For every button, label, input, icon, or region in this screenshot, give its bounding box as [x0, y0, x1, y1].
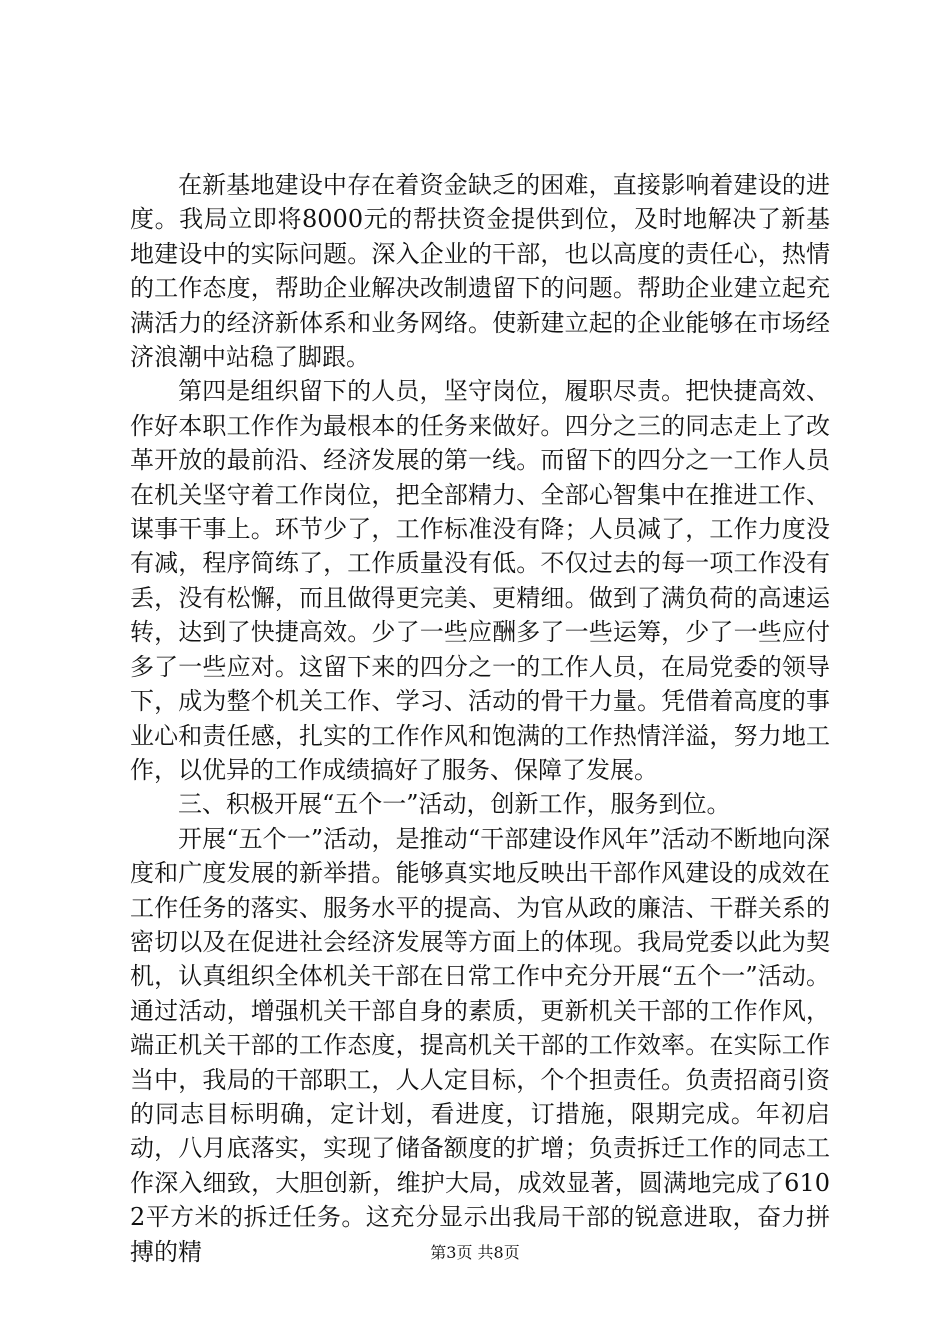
- document-body: [130, 168, 830, 1269]
- section-heading-five-ones: 三、积极开展“五个一”活动，创新工作，服务到位。: [178, 790, 731, 819]
- paragraph-funding: 在新基地建设中存在着资金缺乏的困难，直接影响着建设的进度。我局立即将8000元的帮扶资金提供到位，及时地解决了新基地建设中的实际问题。深入企业的干部，也以高度的责任心，热情的工作态度，帮助企业解决改制遗留下的问题。帮助企业建立起充满活力的经济新体系和业务网络。使新建立起的企业能够在市场经济浪潮中站稳了脚跟。: [130, 171, 830, 372]
- paragraph-five-ones-activity: 开展“五个一”活动，是推动“干部建设作风年”活动不断地向深度和广度发展的新举措。能够真实地反映出干部作风建设的成效在工作任务的落实、服务水平的提高、为官从政的廉洁、干群关系的密切以及在促进社会经济发展等方面上的体现。我局党委以此为契机，认真组织全体机关干部在日常工作中充分开展“五个一”活动。通过活动，增强机关干部自身的素质，更新机关干部的工作作风，端正机关干部的工作态度，提高机关干部的工作效率。在实际工作当中，我局的干部职工，人人定目标，个个担责任。负责招商引资的同志目标明确，定计划，看进度，订措施，限期完成。年初启动，八月底落实，实现了储备额度的扩增；负责拆迁工作的同志工作深入细致，大胆创新，维护大局，成效显著，圆满地完成了6102平方米的拆迁任务。这充分显示出我局干部的锐意进取，奋力拼搏的精: [130, 824, 830, 1266]
- paragraph-remaining-staff: 第四是组织留下的人员，坚守岗位，履职尽责。把快捷高效、作好本职工作作为最根本的任务来做好。四分之三的同志走上了改革开放的最前沿、经济发展的第一线。而留下的四分之一工作人员在机关坚守着工作岗位，把全部精力、全部心智集中在推进工作、谋事干事上。环节少了，工作标准没有降；人员减了，工作力度没有减，程序简练了，工作质量没有低。不仅过去的每一项工作没有丢，没有松懈，而且做得更完美、更精细。做到了满负荷的高速运转，达到了快捷高效。少了一些应酬多了一些运筹，少了一些应付多了一些应对。这留下来的四分之一的工作人员，在局党委的领导下，成为整个机关工作、学习、活动的骨干力量。凭借着高度的事业心和责任感，扎实的工作作风和饱满的工作热情洋溢，努力地工作，以优异的工作成绩搞好了服务、保障了发展。: [130, 377, 830, 784]
- page-number-footer: 第3页 共8页: [430, 1243, 520, 1262]
